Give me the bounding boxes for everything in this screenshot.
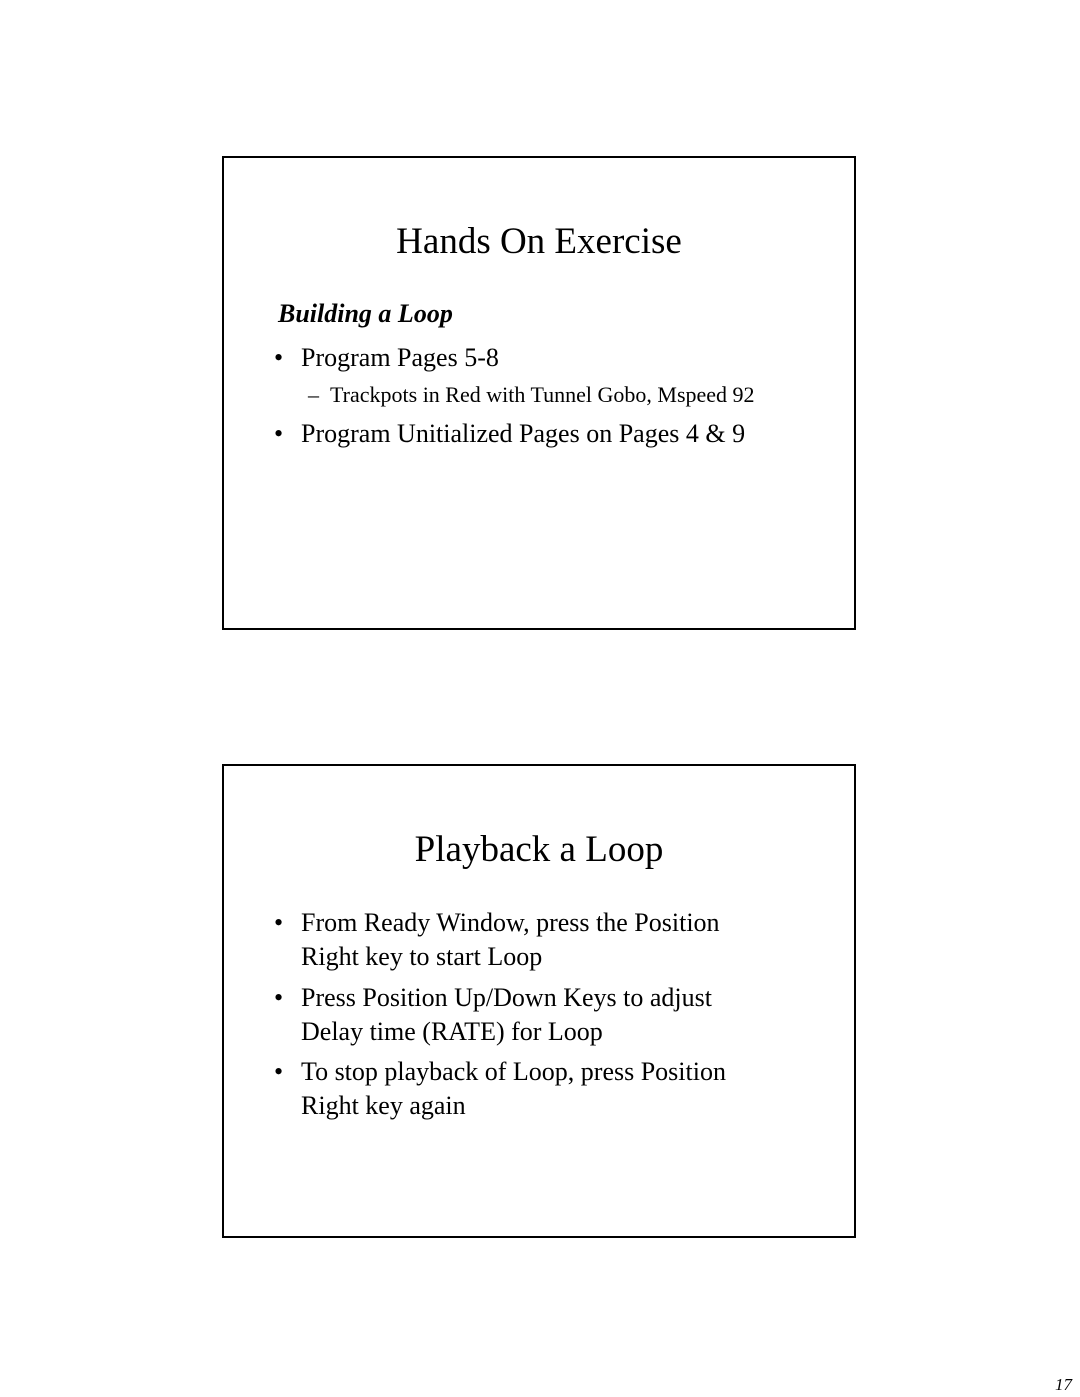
dash-icon: – [308,382,319,407]
bullet-line: Delay time (RATE) for Loop [301,1017,603,1046]
page-number: 17 [1055,1375,1072,1394]
bullet-icon: • [274,419,284,448]
sub-bullet-text: Trackpots in Red with Tunnel Gobo, Mspeed 92 [330,382,755,407]
bullet-text: Program Unitialized Pages on Pages 4 & 9 [301,419,746,448]
bullet-icon: • [274,908,284,937]
bullet-text [301,981,712,1049]
bullet-line: From Ready Window, press the Position [301,908,720,937]
bullet-line: To stop playback of Loop, press Position [301,1057,726,1086]
slide-title: Hands On Exercise [396,221,682,262]
bullet-text [301,906,720,974]
slide-playback-a-loop [222,764,856,1238]
slide-subheading: Building a Loop [278,299,453,328]
bullet-line: Press Position Up/Down Keys to adjust [301,983,712,1012]
bullet-line: Right key again [301,1091,466,1120]
slide-title: Playback a Loop [414,829,664,870]
slide-hands-on-exercise [222,156,856,630]
bullet-icon: • [274,1057,284,1086]
bullet-icon: • [274,983,284,1012]
bullet-text [301,1055,726,1123]
bullet-text: Program Pages 5-8 [301,343,499,372]
bullet-icon: • [274,343,284,372]
bullet-line: Right key to start Loop [301,942,543,971]
